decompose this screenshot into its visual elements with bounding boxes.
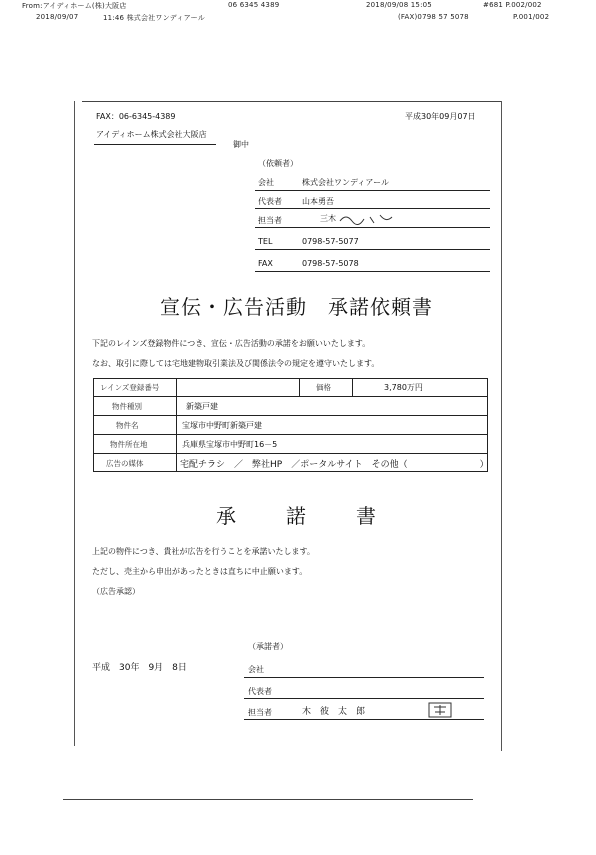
requester-tel-label: TEL bbox=[258, 237, 273, 246]
fax-header-line2-fax: (FAX)0798 57 5078 bbox=[398, 13, 469, 21]
requester-fax-value: 0798-57-5078 bbox=[302, 259, 359, 268]
requester-contact-underline bbox=[255, 227, 490, 228]
fax-header-line1-left: From:アイディホーム(株)大阪店 bbox=[22, 2, 127, 10]
fax-header-line2-date: 2018/09/07 bbox=[36, 13, 79, 21]
table-row-divider-4 bbox=[94, 453, 487, 454]
property-type-label: 物件種別 bbox=[112, 402, 142, 411]
table-label-divider bbox=[176, 379, 177, 471]
document-title: 宣伝・広告活動 承諾依頼書 bbox=[160, 295, 433, 319]
consent-line-2: ただし、売主から申出があったときは直ちに中止願います。 bbox=[92, 567, 308, 576]
consenter-label: （承諾者） bbox=[248, 642, 288, 651]
requester-rep-underline bbox=[255, 208, 490, 209]
fax-header-line1-number: 06 6345 4389 bbox=[228, 1, 280, 9]
consenter-seal bbox=[426, 700, 454, 720]
ad-media-label: 広告の媒体 bbox=[106, 459, 144, 468]
fax-header-line1-page: #681 P.002/002 bbox=[483, 1, 542, 9]
requester-company-label: 会社 bbox=[258, 178, 274, 187]
table-row-divider-3 bbox=[94, 434, 487, 435]
price-value: 3,780万円 bbox=[384, 383, 423, 392]
sender-fax: FAX：06-6345-4389 bbox=[96, 112, 176, 121]
bottom-border-line bbox=[63, 799, 473, 800]
consenter-contact-label: 担当者 bbox=[248, 708, 272, 717]
fax-header-line1-timestamp: 2018/09/08 15:05 bbox=[366, 1, 432, 9]
table-row-divider-1 bbox=[94, 396, 487, 397]
property-type-value: 新築戸建 bbox=[186, 402, 218, 411]
sender-company: アイディホーム株式会社大阪店 bbox=[96, 130, 207, 139]
intro-line-1: 下記のレインズ登録物件につき、宣伝・広告活動の承諾をお願いいたします。 bbox=[92, 339, 371, 348]
intro-line-2: なお、取引に際しては宅地建物取引業法及び関係法令の規定を遵守いたします。 bbox=[92, 359, 380, 368]
fax-header-line2-time: 11:46 株式会社ワンディアール bbox=[103, 14, 205, 22]
consenter-rep-underline bbox=[244, 698, 484, 699]
property-address-label: 物件所在地 bbox=[110, 440, 148, 449]
property-table bbox=[93, 378, 488, 472]
requester-company-underline bbox=[255, 190, 490, 191]
consenter-company-label: 会社 bbox=[248, 665, 264, 674]
requester-signature bbox=[336, 211, 396, 227]
top-border-line bbox=[82, 101, 502, 102]
fax-header-line2-page: P.001/002 bbox=[513, 13, 550, 21]
requester-tel-underline bbox=[255, 249, 490, 250]
consenter-contact-value: 木 彼 太 郎 bbox=[302, 707, 366, 717]
requester-company-value: 株式会社ワンディアール bbox=[302, 178, 389, 187]
recipient-suffix: 御中 bbox=[233, 140, 249, 149]
consent-line-1: 上記の物件につき、貴社が広告を行うことを承諾いたします。 bbox=[92, 547, 315, 556]
ad-media-value: 宅配チラシ ／ 弊社HP ／ポータルサイト その他（ ） bbox=[180, 460, 489, 470]
document-date: 平成30年09月07日 bbox=[405, 112, 476, 121]
price-label: 価格 bbox=[316, 383, 331, 392]
property-address-value: 兵庫県宝塚市中野町16－5 bbox=[182, 440, 278, 449]
right-border-line bbox=[501, 101, 502, 751]
property-name-label: 物件名 bbox=[116, 421, 139, 430]
requester-label: （依頼者） bbox=[258, 159, 298, 168]
consenter-company-underline bbox=[244, 677, 484, 678]
requester-rep-value: 山本勇吾 bbox=[302, 197, 334, 206]
consenter-rep-label: 代表者 bbox=[248, 687, 272, 696]
consenter-contact-underline bbox=[244, 719, 484, 720]
requester-fax-label: FAX bbox=[258, 259, 273, 268]
consent-date: 平成 30年 9月 8日 bbox=[92, 663, 187, 673]
table-price-divider-1 bbox=[299, 379, 300, 396]
property-name-value: 宝塚市中野町新築戸建 bbox=[182, 421, 262, 430]
left-border-line bbox=[74, 101, 75, 746]
requester-rep-label: 代表者 bbox=[258, 197, 282, 206]
table-row-divider-2 bbox=[94, 415, 487, 416]
requester-contact-label: 担当者 bbox=[258, 216, 282, 225]
consent-note: （広告承認） bbox=[92, 587, 140, 596]
consent-title: 承諾書 bbox=[216, 504, 426, 528]
requester-contact-value: 三木 bbox=[320, 214, 336, 223]
requester-fax-underline bbox=[255, 271, 490, 272]
sender-company-underline bbox=[94, 144, 216, 145]
reins-number-label: レインズ登録番号 bbox=[100, 383, 160, 392]
table-price-divider-2 bbox=[352, 379, 353, 396]
requester-tel-value: 0798-57-5077 bbox=[302, 237, 359, 246]
